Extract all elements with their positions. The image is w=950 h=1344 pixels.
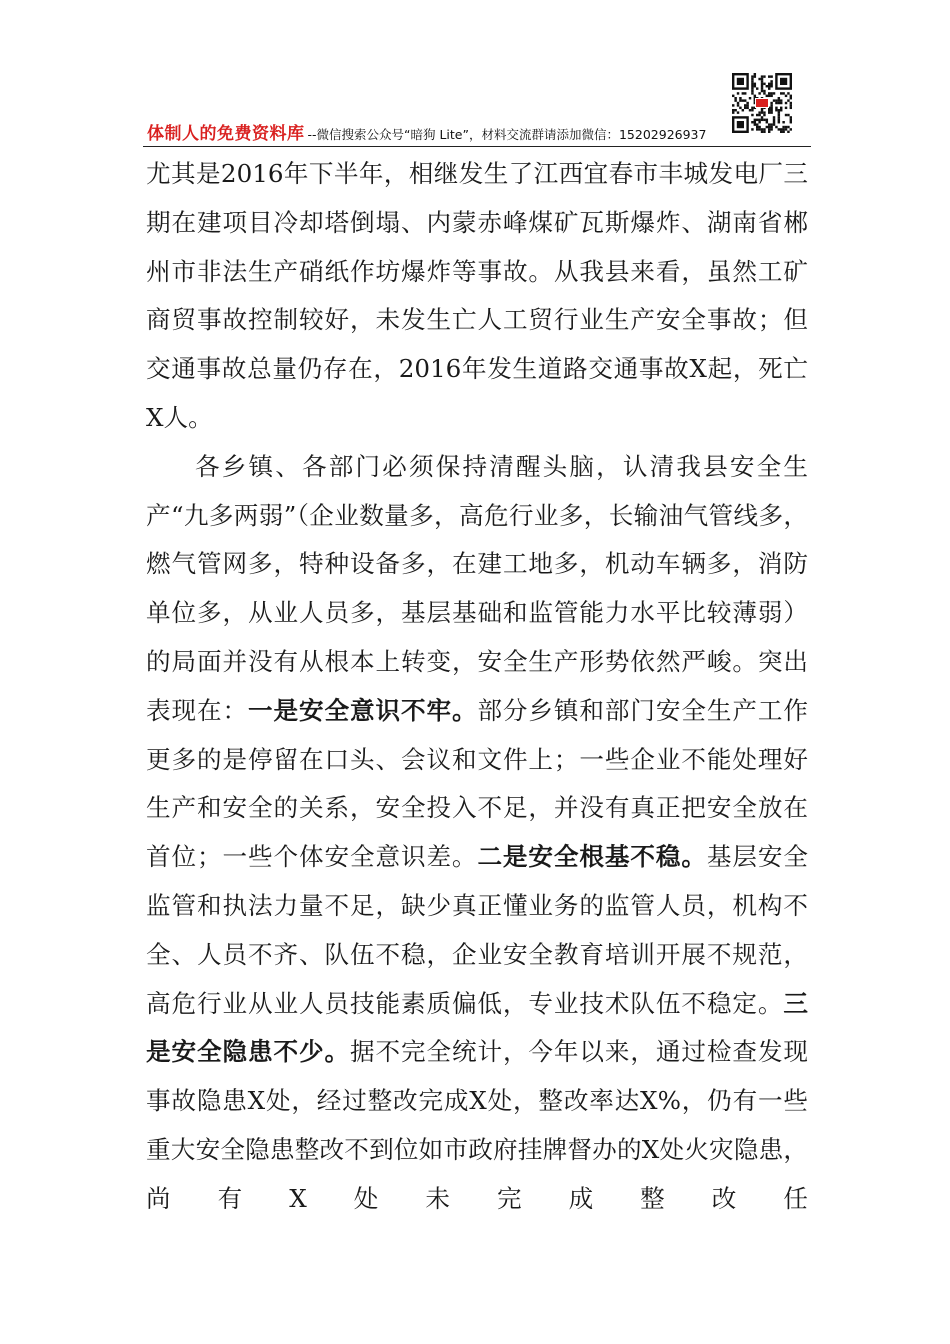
document-header <box>147 118 807 144</box>
qr-code-icon <box>732 73 792 133</box>
point-three-text: 据不完全统计，今年以来，通过检查发现事故隐患X处，经过整改完成X处，整改率达X%，仍有一些重大安全隐患整改不到位如市政府挂牌督办的X处火灾隐患，尚有X处未完成整改任 <box>146 1037 808 1213</box>
header-brand: 体制人的免费资料库 <box>147 124 305 144</box>
point-two-text: 基层安全监管和执法力量不足，缺少真正懂业务的监管人员，机构不全、人员不齐、队伍不稳，企业安全教育培训开展不规范，高危行业从业人员技能素质偏低，专业技术队伍不稳定。 <box>146 842 808 1018</box>
paragraph-1-text: 尤其是2016年下半年，相继发生了江西宜春市丰城发电厂三期在建项目冷却塔倒塌、内蒙赤峰煤矿瓦斯爆炸、湖南省郴州市非法生产硝纸作坊爆炸等事故。从我县来看，虽然工矿商贸事故控制较好，未发生亡人工贸行业生产安全事故；但交通事故总量仍存在，2016年发生道路交通事故X起，死亡X人。 <box>146 159 808 432</box>
point-one-heading: 一是安全意识不牢。 <box>247 695 478 725</box>
paragraph-2 <box>146 443 808 1224</box>
document-body <box>146 150 808 1224</box>
point-three-heading: 三是安全隐患不少。 <box>146 988 808 1067</box>
point-one-text: 部分乡镇和部门安全生产工作更多的是停留在口头、会议和文件上；一些企业不能处理好生产和安全的关系，安全投入不足，并没有真正把安全放在首位；一些个体安全意识差。 <box>146 695 808 872</box>
paragraph-1 <box>146 150 808 443</box>
point-two-heading: 二是安全根基不稳。 <box>477 842 707 872</box>
paragraph-2-intro: 各乡镇、各部门必须保持清醒头脑，认清我县安全生产“九多两弱”（企业数量多，高危行业多，长输油气管线多，燃气管网多，特种设备多，在建工地多，机动车辆多，消防单位多，从业人员多，基层基础和监管能力水平比较薄弱）的局面并没有从根本上转变，安全生产形势依然严峻。突出表现在： <box>146 451 808 725</box>
header-divider <box>143 146 811 147</box>
header-subtitle: --微信搜索公众号“暗狗 Lite”，材料交流群请添加微信：15202926937 <box>307 127 707 142</box>
